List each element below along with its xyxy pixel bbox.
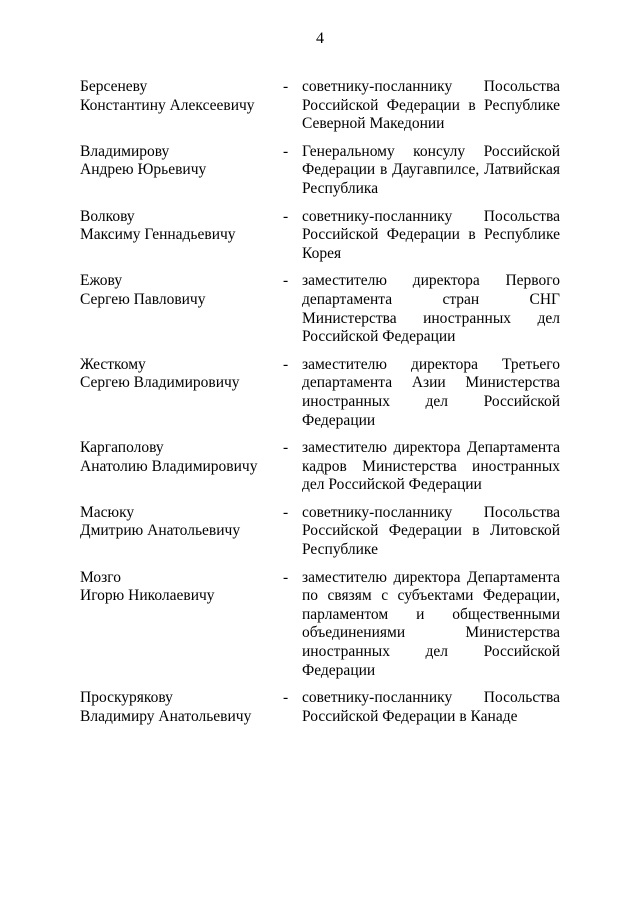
- dash-separator: -: [283, 568, 289, 586]
- person-given-names: Дмитрию Анатольевичу: [80, 522, 241, 540]
- person-name: [80, 356, 280, 393]
- dash-separator: -: [283, 272, 289, 290]
- appointment-list: [0, 78, 640, 726]
- position-text: советнику-посланнику Посольства Российской Федерации в Республике Корея: [302, 207, 560, 262]
- person-name: [80, 439, 280, 476]
- dash-separator: -: [283, 439, 289, 457]
- position-text: заместителю директора Третьего департамента Азии Министерства иностранных дел Российской Федерации: [302, 355, 560, 429]
- dash-separator: -: [283, 503, 289, 521]
- list-item: [0, 78, 640, 134]
- position-text: заместителю директора Департамента кадров Министерства иностранных дел Российской Федерации: [302, 439, 560, 494]
- list-item: [0, 356, 640, 430]
- person-name: [80, 504, 280, 541]
- position-text: заместителю директора Первого департамента стран СНГ Министерства иностранных дел Российской Федерации: [302, 272, 560, 346]
- person-given-names: Андрею Юрьевичу: [80, 161, 207, 179]
- dash-separator: -: [283, 689, 289, 707]
- person-given-names: Сергею Владимировичу: [80, 374, 240, 392]
- dash-separator: -: [283, 355, 289, 373]
- person-name: [80, 569, 280, 606]
- list-item: [0, 504, 640, 560]
- person-name: [80, 689, 280, 726]
- person-surname: Владимирову: [80, 142, 170, 160]
- list-item: [0, 689, 640, 726]
- person-surname: Берсеневу: [80, 78, 148, 95]
- person-surname: Волкову: [80, 207, 135, 225]
- position-text: советнику-посланнику Посольства Российской Федерации в Литовской Республике: [302, 503, 560, 559]
- person-surname: Мозго: [80, 568, 121, 586]
- person-given-names: Владимиру Анатольевичу: [80, 707, 252, 725]
- person-name: [80, 272, 280, 309]
- person-name: [80, 143, 280, 180]
- person-name: [80, 78, 280, 115]
- person-given-names: Константину Алексеевичу: [80, 96, 255, 114]
- position-text: советнику-посланнику Посольства Российской Федерации в Республике Северной Македонии: [302, 78, 560, 133]
- person-surname: Ежову: [80, 272, 123, 290]
- person-surname: Каргаполову: [80, 439, 164, 457]
- person-name: [80, 208, 280, 245]
- position-text: заместителю директора Департамента по связям с субъектами Федерации, парламентом и общественными объединениями Министерства иностранных дел Российской Федерации: [302, 568, 560, 679]
- list-item: [0, 272, 640, 346]
- person-given-names: Анатолию Владимировичу: [80, 457, 258, 475]
- page-number: 4: [316, 30, 324, 47]
- dash-separator: -: [283, 78, 289, 95]
- person-surname: Масюку: [80, 503, 135, 521]
- list-item: [0, 208, 640, 264]
- person-given-names: Игорю Николаевичу: [80, 587, 215, 605]
- dash-separator: -: [283, 142, 289, 160]
- list-item: [0, 143, 640, 199]
- person-given-names: Максиму Геннадьевичу: [80, 226, 236, 244]
- person-given-names: Сергею Павловичу: [80, 290, 206, 308]
- list-item: [0, 569, 640, 681]
- position-text: советнику-посланнику Посольства Российской Федерации в Канаде: [302, 689, 560, 725]
- dash-separator: -: [283, 207, 289, 225]
- position-text: Генеральному консулу Российской Федерации в Даугавпилсе, Латвийская Республика: [302, 142, 560, 197]
- person-surname: Жесткому: [80, 355, 146, 373]
- person-surname: Проскурякову: [80, 689, 173, 707]
- list-item: [0, 439, 640, 495]
